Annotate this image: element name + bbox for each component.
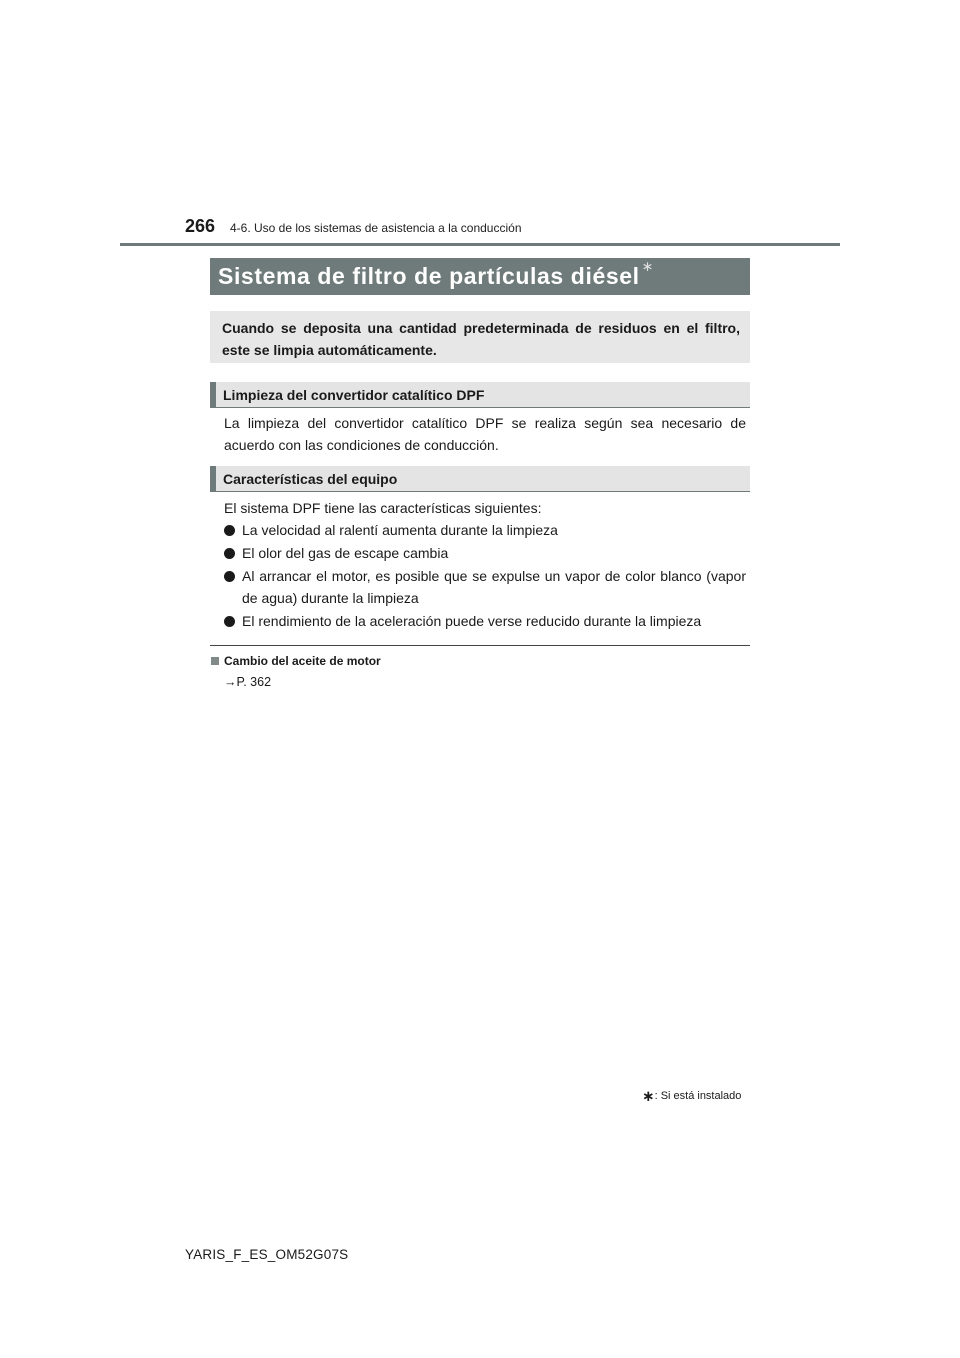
list-item (224, 519, 746, 541)
list-item-text: La velocidad al ralentí aumenta durante la limpieza (242, 522, 558, 538)
note-heading-text: Cambio del aceite de motor (224, 654, 381, 668)
intro-summary: Cuando se deposita una cantidad predeterminada de residuos en el filtro, este se limpia automáticamente. (210, 311, 750, 363)
section-heading-dpf-cleaning: Limpieza del convertidor catalítico DPF (210, 382, 750, 408)
section-heading-features: Características del equipo (210, 466, 750, 492)
list-item (224, 565, 746, 609)
document-code: YARIS_F_ES_OM52G07S (185, 1247, 349, 1262)
note-heading (211, 654, 381, 668)
asterisk-icon: ∗ (642, 1088, 655, 1105)
list-item (224, 610, 746, 632)
bullet-icon (224, 548, 235, 559)
list-item-text: El olor del gas de escape cambia (242, 545, 449, 561)
installed-marker: ∗ (641, 258, 654, 274)
section-reference: 4-6. Uso de los sistemas de asistencia a la conducción (230, 221, 522, 235)
footnote-text: : Si está instalado (654, 1090, 742, 1102)
header-divider (120, 243, 840, 246)
bullet-icon (224, 571, 235, 582)
features-list (224, 519, 746, 633)
page-title-text: Sistema de filtro de partículas diésel (218, 263, 640, 289)
section-end-divider (210, 645, 750, 646)
square-bullet-icon (211, 657, 219, 665)
page-title (210, 258, 750, 295)
page-number: 266 (185, 216, 216, 236)
page-reference-link[interactable]: →P. 362 (224, 675, 272, 689)
list-item-text: Al arrancar el motor, es posible que se expulse un vapor de color blanco (vapor de agua) durante la limpieza (242, 568, 746, 606)
list-item (224, 542, 746, 564)
footnote (642, 1087, 741, 1105)
bullet-icon (224, 525, 235, 536)
dpf-cleaning-text: La limpieza del convertidor catalítico DPF se realiza según sea necesario de acuerdo con las condiciones de conducción. (224, 415, 746, 453)
bullet-icon (224, 616, 235, 627)
features-intro-text: El sistema DPF tiene las características siguientes: (224, 500, 542, 516)
list-item-text: El rendimiento de la aceleración puede verse reducido durante la limpieza (242, 613, 702, 629)
